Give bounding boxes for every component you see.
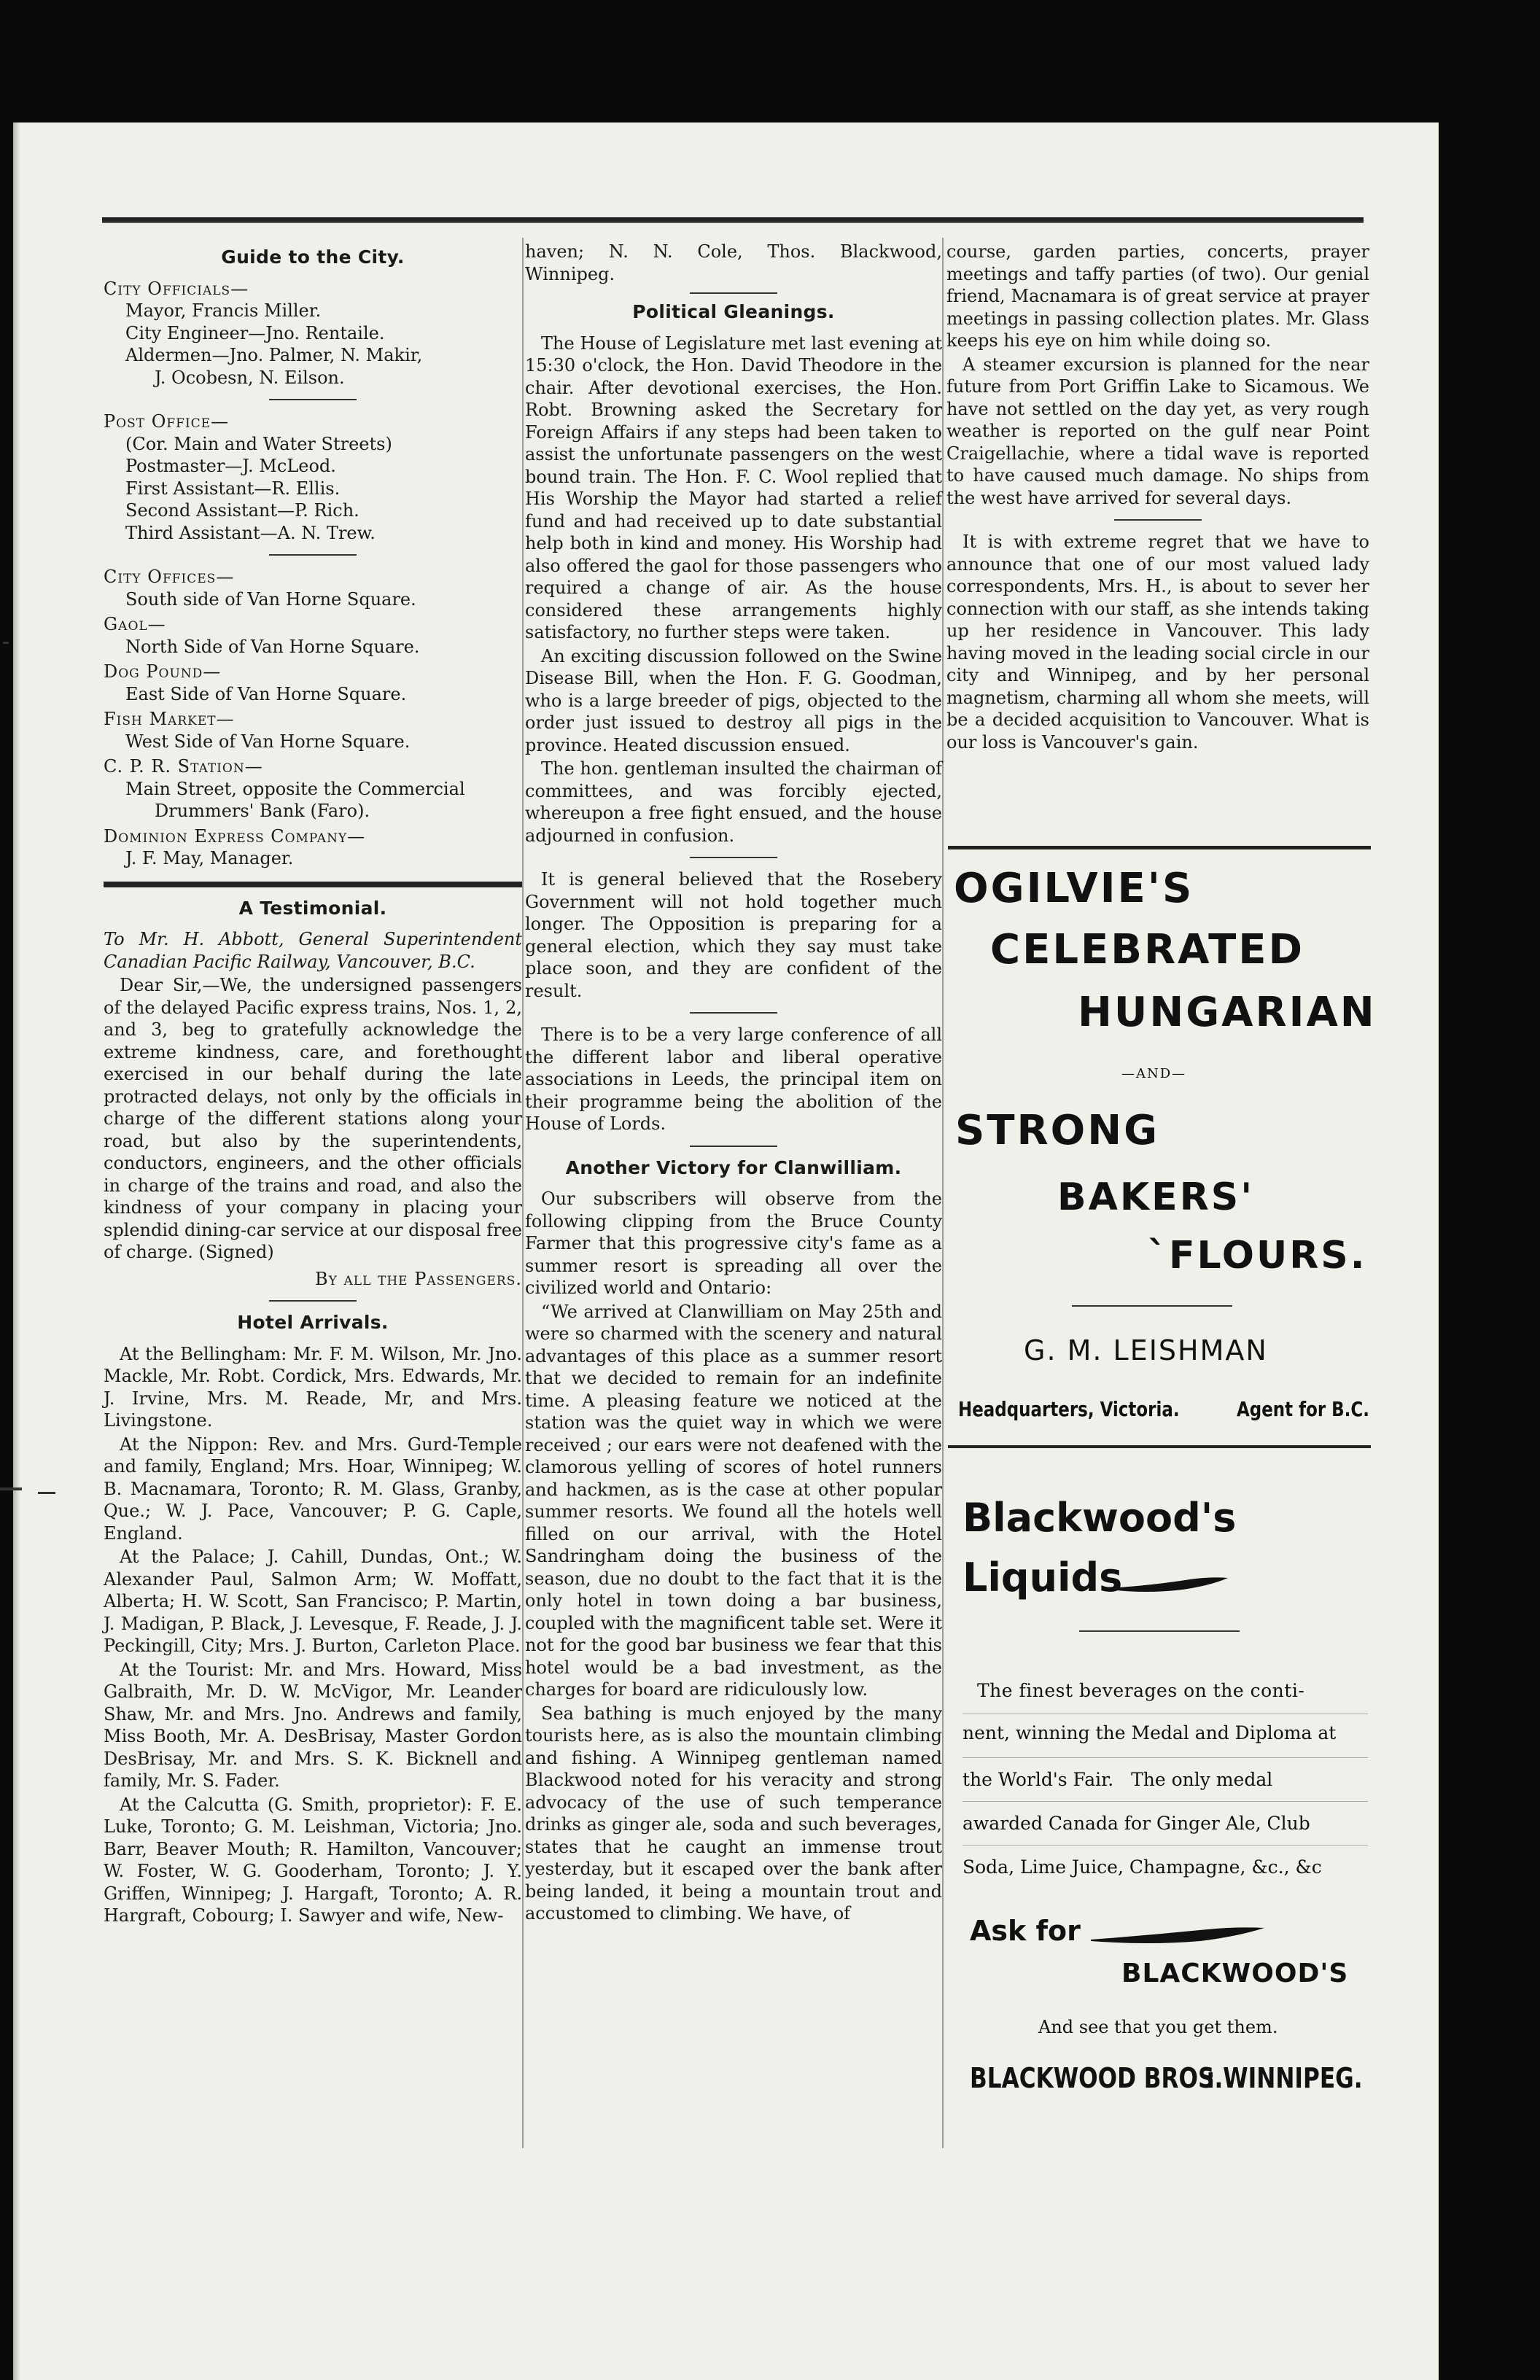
divider [690,292,777,294]
continued-text: course, garden parties, concerts, prayer meetings and taffy parties (of two). Our genial friend, Macnamara is of great service at prayer meetings in passing collection plates. Mr. Glass keeps his eye on him while doing so. [946,241,1369,351]
scan-mark [38,1492,55,1494]
gaol [104,613,522,658]
header-rule [102,217,1364,223]
ad-rule [948,846,1371,849]
ad-rule [948,1445,1371,1448]
blackwood-title: Liquids [962,1555,1123,1601]
political-paragraph: An exciting discussion followed on the Swine Disease Bill, when the Hon. F. G. Goodman, who is a large breeder of pigs, objected to the order just issued to destroy all pigs in the province. Heated discussion ensued. [525,645,942,755]
testimonial-body: Dear Sir,—We, the undersigned passengers of the delayed Pacific express trains, Nos. 1, 2, and 3, beg to gratefully acknowledge the extreme kindness, care, and forethought exercised in our behalf during the late protracted delays, not only by the officials in charge of the different stations along your road, but also by the superintendents, conductors, engineers, and the other officials in charge of the trains and road, and also the kindness of your company in placing your splendid dining-car service at our disposal free of charge. (Signed) [104,975,522,1262]
divider [1072,1305,1232,1307]
dog-pound [104,661,522,705]
section-heading: Gaol— [104,614,166,634]
city-offices [104,566,522,610]
hotel-paragraph: At the Tourist: Mr. and Mrs. Howard, Miss Galbraith, Mr. D. W. McVigor, Mr. Leander Shaw, Mr. and Mrs. Jno. Andrews and family, Miss Booth, Mr. A. DesBrisay, Master Gordon DesBrisay, Mr. and Mrs. S. K. Bicknell and family, Mr. S. Fader. [104,1659,522,1791]
section-heading: Post Office— [104,411,230,432]
section-heading: Dominion Express Company— [104,825,366,847]
cpr-station [104,755,522,822]
scan-mark [0,1488,22,1490]
victory-sea: Sea bathing is much enjoyed by the many tourists here, as is also the mountain climbing and fishing. A Winnipeg gentleman named Blackwood noted for his veracity and strong advocacy of the use of such temperance drinks as ginger ale, soda and such beverages, states that he caught an immense trout yesterday, but it escaped over the bank after being landed, it being a mountain trout and accustomed to climbing. We have, of [525,1703,942,1924]
list-item: Aldermen—Jno. Palmer, N. Makir, [125,345,423,365]
section-heading: C. P. R. Station— [104,756,263,777]
section-rule [104,882,522,887]
ad-text-line: nent, winning the Medal and Diploma at [962,1722,1337,1743]
ad-hq: Headquarters, Victoria. [958,1397,1180,1421]
victory-title: Another Victory for Clanwilliam. [565,1156,902,1178]
ad-and: —AND— [1121,1066,1187,1081]
list-item: City Engineer—Jno. Rentaile. [125,322,385,343]
ad-headline: CELEBRATED [990,926,1305,973]
guide-title: Guide to the City. [221,246,405,268]
divider [1114,519,1202,521]
post-office [104,411,522,544]
column-1 [104,241,522,1929]
ad-underline [962,1757,1368,1758]
section-heading: Fish Market— [104,709,235,729]
hotel-paragraph: At the Palace; J. Cahill, Dundas, Ont.; W. Alexander Paul, Salmon Arm; W. Moffatt, Alberta; H. W. Scott, San Francisco; P. Martin, J. Madigan, P. Black, J. Levesque, F. Reade, J. J. Peckingill, City; Mrs. J. Burton, Carleton Place. [104,1547,522,1656]
ad-headline: STRONG [955,1107,1160,1154]
list-item: (Cor. Main and Water Streets) [125,433,392,454]
hotel-paragraph: At the Calcutta (G. Smith, proprietor): F. E. Luke, Toronto; G. M. Leishman, Victoria; Jno. Barr, Beaver Mouth; R. Hamilton, Vancouver; W. Foster, W. G. Gooderham, Toronto; J. Y. Griffen, Winnipeg; J. Hargaft, Toronto; A. R. Hargraft, Cobourg; I. Sawyer and wife, New- [104,1794,522,1926]
city-officials [104,278,522,389]
section-heading: City Offices— [104,567,235,587]
ad-headline: BAKERS' [1057,1175,1255,1219]
ad-text-line: The finest beverages on the conti- [977,1680,1305,1701]
ad-underline [962,1801,1368,1802]
ad-see-line: And see that you get them. [1038,2017,1278,2037]
ad-underline [962,1845,1368,1846]
express-company [104,825,522,870]
divider [690,1146,777,1147]
testimonial-signature: By all the Passengers. [315,1268,522,1289]
page-edge-shadow [13,122,20,2380]
victory-quote: “We arrived at Clanwilliam on May 25th and were so charmed with the scenery and natural advantages of this place as a summer resort that we decided to remain for an indefinite time. A pleasing feature we noticed at the station was the quiet way in which we were received ; our ears were not deafened with the clamorous yelling of scores of hotel runners and hackmen, as is the case at other popular summer resorts. We found all the hotels well filled on our arrival, with the Hotel Sandringham doing the business of the season, due no doubt to the fact that it is the only hotel in town doing a bar business, coupled with the magnificent table set. Were it not for the good bar business we fear that this hotel would be a bad investment, as the charges for board are ridiculously low. [525,1301,942,1700]
blackwood-bros: BLACKWOOD BROS. [970,2062,1224,2094]
conference-paragraph: There is to be a very large conference of all the different labor and liberal operative associations in Leeds, the principal item on their programme being the abolition of the House of Lords. [525,1024,942,1134]
list-item: Mayor, Francis Miller. [125,300,322,321]
rosebery-paragraph: It is general believed that the Rosebery Government will not hold together much longer. The Opposition is preparing for a general election, which they say must take place soon, and they are confident of the result. [525,869,942,1001]
list-item: East Side of Van Horne Square. [125,683,407,704]
hotel-title: Hotel Arrivals. [237,1312,389,1333]
steamer-paragraph: A steamer excursion is planned for the near future from Port Griffin Lake to Sicamous. We have not settled on the day yet, as very rough weather is reported on the gulf near Point Craigellachie, where a tidal wave is reported to have caused much damage. No ships from the west have arrived for several days. [946,354,1369,508]
list-item: South side of Van Horne Square. [125,588,416,610]
list-item: West Side of Van Horne Square. [125,731,411,752]
list-item: Drummers' Bank (Faro). [155,801,370,821]
political-paragraph: The hon. gentleman insulted the chairman of committees, and was forcibly ejected, whereupon a free fight ensued, and the house adjourned in confusion. [525,758,942,846]
blackwood-title: Blackwood's [962,1495,1237,1541]
divider [269,554,357,556]
list-item: J. Ocobesn, N. Eilson. [155,367,345,388]
list-item: Main Street, opposite the Commercial [125,778,465,799]
ask-for: Ask for [970,1915,1081,1947]
section-heading: City Officials— [104,278,249,299]
hotel-paragraph: At the Nippon: Rev. and Mrs. Gurd-Temple and family, England; Mrs. Hoar, Winnipeg; W. B. Macnamara, Toronto; R. M. Glass, Granby, Que.; W. J. Pace, Vancouver; P. G. Caple, England. [104,1434,522,1544]
ad-text-line: the World's Fair. The only medal [962,1769,1273,1790]
ad-text-line: Soda, Lime Juice, Champagne, &c., &c [962,1856,1322,1878]
continued-text: haven; N. N. Cole, Thos. Blackwood, Winnipeg. [525,241,942,284]
section-heading: Dog Pound— [104,661,222,682]
testimonial-address: To Mr. H. Abbott, General Superintendent Canadian Pacific Railway, Vancouver, B.C. [104,929,522,972]
agent-name: G. M. LEISHMAN [1024,1334,1268,1366]
divider [690,1012,777,1014]
divider [269,399,357,400]
list-item: Second Assistant—P. Rich. [125,500,359,521]
ad-headline: OGILVIE'S [954,865,1194,912]
ad-headline: HUNGARIAN [1078,989,1377,1036]
divider [1079,1630,1240,1632]
column-separator [522,238,524,2148]
column-separator [942,238,944,2148]
list-item: Postmaster—J. McLeod. [125,456,336,476]
column-2 [525,241,942,1926]
regret-paragraph: It is with extreme regret that we have to announce that one of our most valued lady correspondents, Mrs. H., is about to sever her connection with our staff, as she intends taking up her residence in Vancouver. This lady having moved in the leading social circle in our city and Winnipeg, and by her personal magnetism, charming all whom she meets, will be a decided acquisition to Vancouver. What is our loss is Vancouver's gain. [946,532,1369,752]
blackwood-brand: BLACKWOOD'S [1121,1959,1349,1988]
political-paragraph: The House of Legislature met last evening at 15:30 o'clock, the Hon. David Theodore in the chair. After devotional exercises, the Hon. Robt. Browning asked the Secretary for Foreign Affairs if any steps had been taken to assist the unfortunate passengers on the west bound train. The Hon. F. C. Wool replied that His Worship the Mayor had started a relief fund and had received up to date substantial help both in kind and money. His Worship had also offered the gaol for those passengers who required a change of air. As the house considered these arrangements highly satisfactory, no further steps were taken. [525,332,942,642]
column-3 [946,241,1369,755]
divider [690,857,777,858]
ad-headline: `FLOURS. [1148,1234,1367,1278]
testimonial-title: A Testimonial. [238,897,387,919]
quill-flourish-icon [1091,1925,1266,1947]
list-item: North Side of Van Horne Square. [125,636,420,657]
list-item: J. F. May, Manager. [125,848,294,868]
ad-text-line: awarded Canada for Ginger Ale, Club [962,1813,1310,1834]
list-item: First Assistant—R. Ellis. [125,478,341,499]
ad-agent-for: Agent for B.C. [1237,1397,1369,1421]
victory-intro: Our subscribers will observe from the following clipping from the Bruce County Farmer that this progressive city's fame as a summer resort is spreading all over the civilized world and Ontario: [525,1189,942,1298]
fish-market [104,708,522,752]
quill-flourish-icon [1110,1575,1229,1595]
scan-mark [3,642,9,644]
divider [269,1300,357,1302]
blackwood-city: : WINNIPEG. [1206,2062,1363,2094]
political-title: Political Gleanings. [632,301,835,322]
list-item: Third Assistant—A. N. Trew. [125,522,376,543]
hotel-paragraph: At the Bellingham: Mr. F. M. Wilson, Mr. Jno. Mackle, Mr. Robt. Cordick, Mrs. Edwards, Mr. J. Irvine, Mrs. M. Reade, Mr, and Mrs. Livingstone. [104,1343,522,1431]
